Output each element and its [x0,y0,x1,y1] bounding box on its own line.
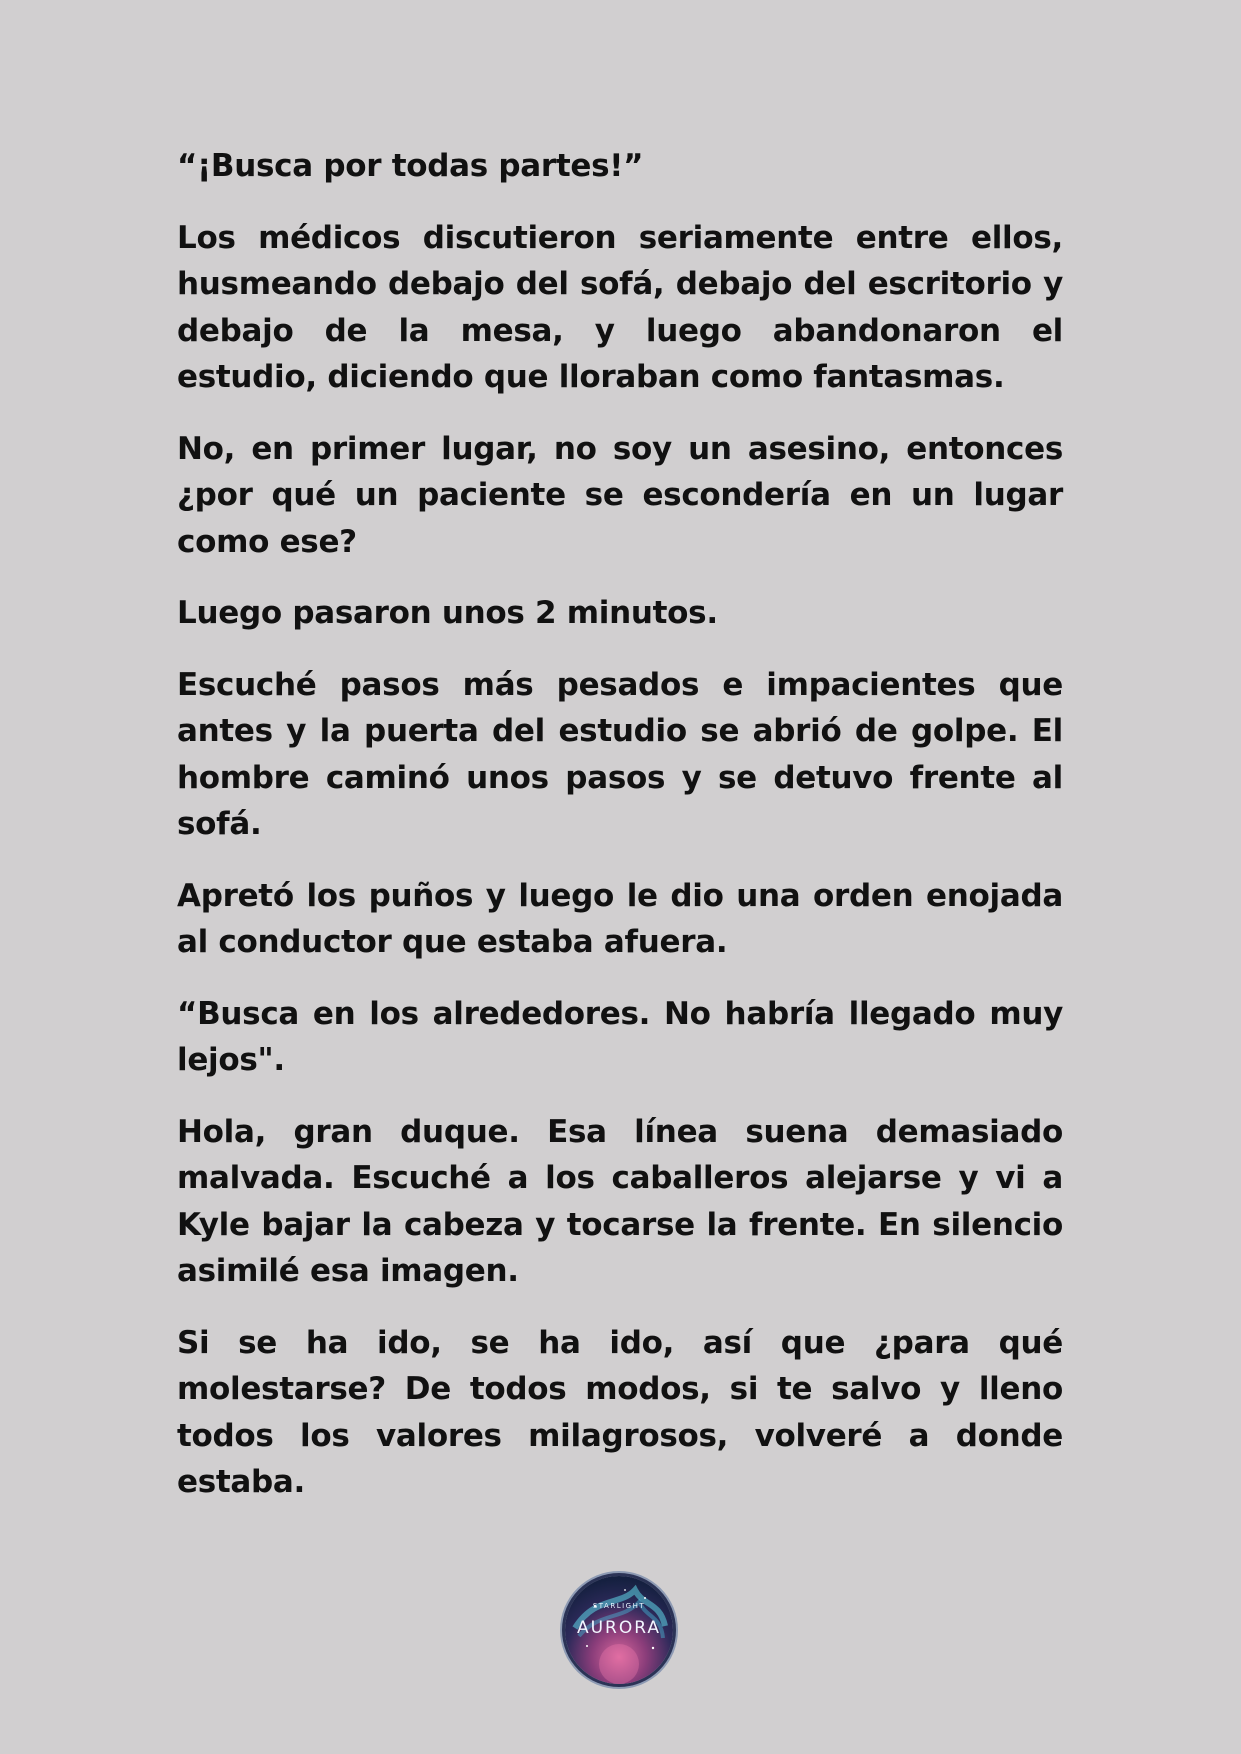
paragraph: Hola, gran duque. Esa línea suena demasiado malvada. Escuché a los caballeros alejarse y vi a Kyle bajar la cabeza y tocarse la frente. En silencio asimilé esa imagen. [177,1113,1063,1289]
chapter-text [177,143,1063,1531]
paragraph: “¡Busca por todas partes!” [177,148,644,184]
paragraph: Luego pasaron unos 2 minutos. [177,595,718,631]
paragraph: “Busca en los alrededores. No habría llegado muy lejos". [177,995,1063,1078]
paragraph: Apretó los puños y luego le dio una orden enojada al conductor que estaba afuera. [177,877,1063,960]
logo-title: AURORA [576,1618,662,1638]
paragraph: No, en primer lugar, no soy un asesino, entonces ¿por qué un paciente se escondería en un lugar como ese? [177,430,1063,560]
logo-subtitle: STARLIGHT [592,1602,646,1610]
starlight-aurora-logo [565,1576,673,1684]
paragraph: Los médicos discutieron seriamente entre ellos, husmeando debajo del sofá, debajo del escritorio y debajo de la mesa, y luego abandonaron el estudio, diciendo que lloraban como fantasmas. [177,219,1063,395]
paragraph: Si se ha ido, se ha ido, así que ¿para qué molestarse? De todos modos, si te salvo y lleno todos los valores milagrosos, volveré a donde estaba. [177,1324,1063,1500]
paragraph: Escuché pasos más pesados e impacientes que antes y la puerta del estudio se abrió de golpe. El hombre caminó unos pasos y se detuvo frente al sofá. [177,666,1063,842]
